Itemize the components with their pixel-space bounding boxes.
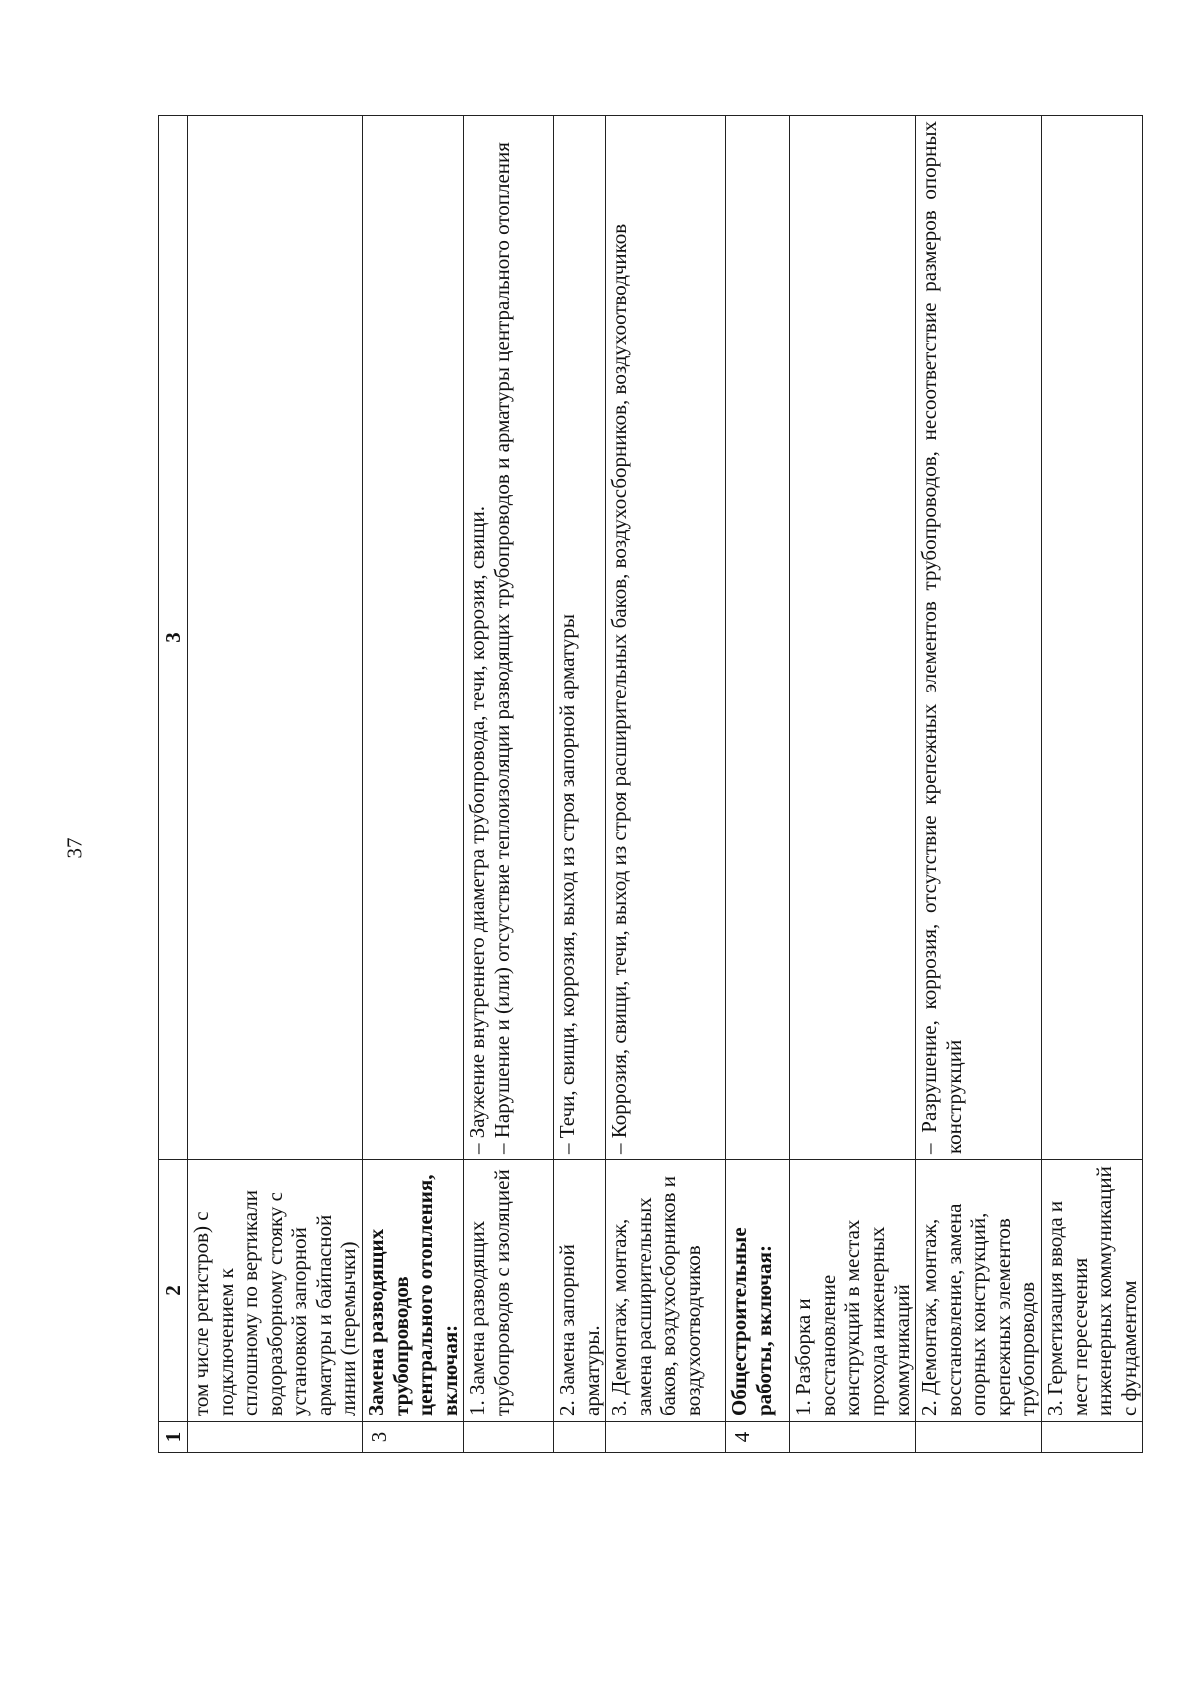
row-number xyxy=(606,1422,726,1453)
rotated-table-container xyxy=(158,116,1141,1453)
row-number xyxy=(790,1422,916,1453)
row-number: 3 xyxy=(362,1422,463,1453)
defects-description xyxy=(790,116,916,1160)
table-row xyxy=(1041,116,1142,1453)
defects-table xyxy=(158,115,1143,1453)
header-col-1: 1 xyxy=(159,1422,188,1453)
work-description: 3. Демонтаж, монтаж, замена расширительных баков, воздухосборников и воздухоотводчиков xyxy=(606,1160,726,1422)
defects-description: – Разрушение, коррозия, отсутствие крепежных элементов трубопроводов, несоответствие размеров опорных конструкций xyxy=(916,116,1042,1160)
table-row xyxy=(606,116,726,1453)
defects-description: – Коррозия, свищи, течи, выход из строя расширительных баков, воздухосборников, воздухоотводчиков xyxy=(606,116,726,1160)
work-section-title: Замена разводящих трубопроводов центрального отопления, включая: xyxy=(362,1160,463,1422)
defects-description xyxy=(188,116,363,1160)
table-row xyxy=(726,116,790,1453)
work-description: 2. Демонтаж, монтаж, восстановление, замена опорных конструкций, крепежных элементов трубопроводов xyxy=(916,1160,1042,1422)
defects-description: – Заужение внутреннего диаметра трубопровода, течи, коррозия, свищи. – Нарушение и (или) отсутствие теплоизоляции разводящих трубопроводов и арматуры центрального отопления xyxy=(464,116,554,1160)
work-description: 1. Разборка и восстановление конструкций в местах прохода инженерных коммуникаций xyxy=(790,1160,916,1422)
work-section-title: Общестроительные работы, включая: xyxy=(726,1160,790,1422)
table-row xyxy=(554,116,606,1453)
row-number: 4 xyxy=(726,1422,790,1453)
row-number xyxy=(1041,1422,1142,1453)
defects-description xyxy=(1041,116,1142,1160)
header-col-2: 2 xyxy=(159,1160,188,1422)
page-number: 37 xyxy=(62,837,87,859)
table-row xyxy=(916,116,1042,1453)
work-description: 1. Замена разводящих трубопроводов с изоляцией xyxy=(464,1160,554,1422)
defects-description xyxy=(726,116,790,1160)
work-description: 3. Герметизация ввода и мест пересечения инженерных коммуникаций с фундаментом xyxy=(1041,1160,1142,1422)
defects-description: – Течи, свищи, коррозия, выход из строя запорной арматуры xyxy=(554,116,606,1160)
table-header-row xyxy=(159,116,188,1453)
work-description: 2. Замена запорной арматуры. xyxy=(554,1160,606,1422)
table-row xyxy=(790,116,916,1453)
table-row xyxy=(464,116,554,1453)
table-row xyxy=(188,116,363,1453)
row-number xyxy=(554,1422,606,1453)
defects-description xyxy=(362,116,463,1160)
table-row xyxy=(362,116,463,1453)
row-number xyxy=(464,1422,554,1453)
row-number xyxy=(188,1422,363,1453)
header-col-3: 3 xyxy=(159,116,188,1160)
row-number xyxy=(916,1422,1042,1453)
work-description: том числе регистров) с подключением к сплошному по вертикали водоразборному стояку с установкой запорной арматуры и байпасной линии (перемычки) xyxy=(188,1160,363,1422)
